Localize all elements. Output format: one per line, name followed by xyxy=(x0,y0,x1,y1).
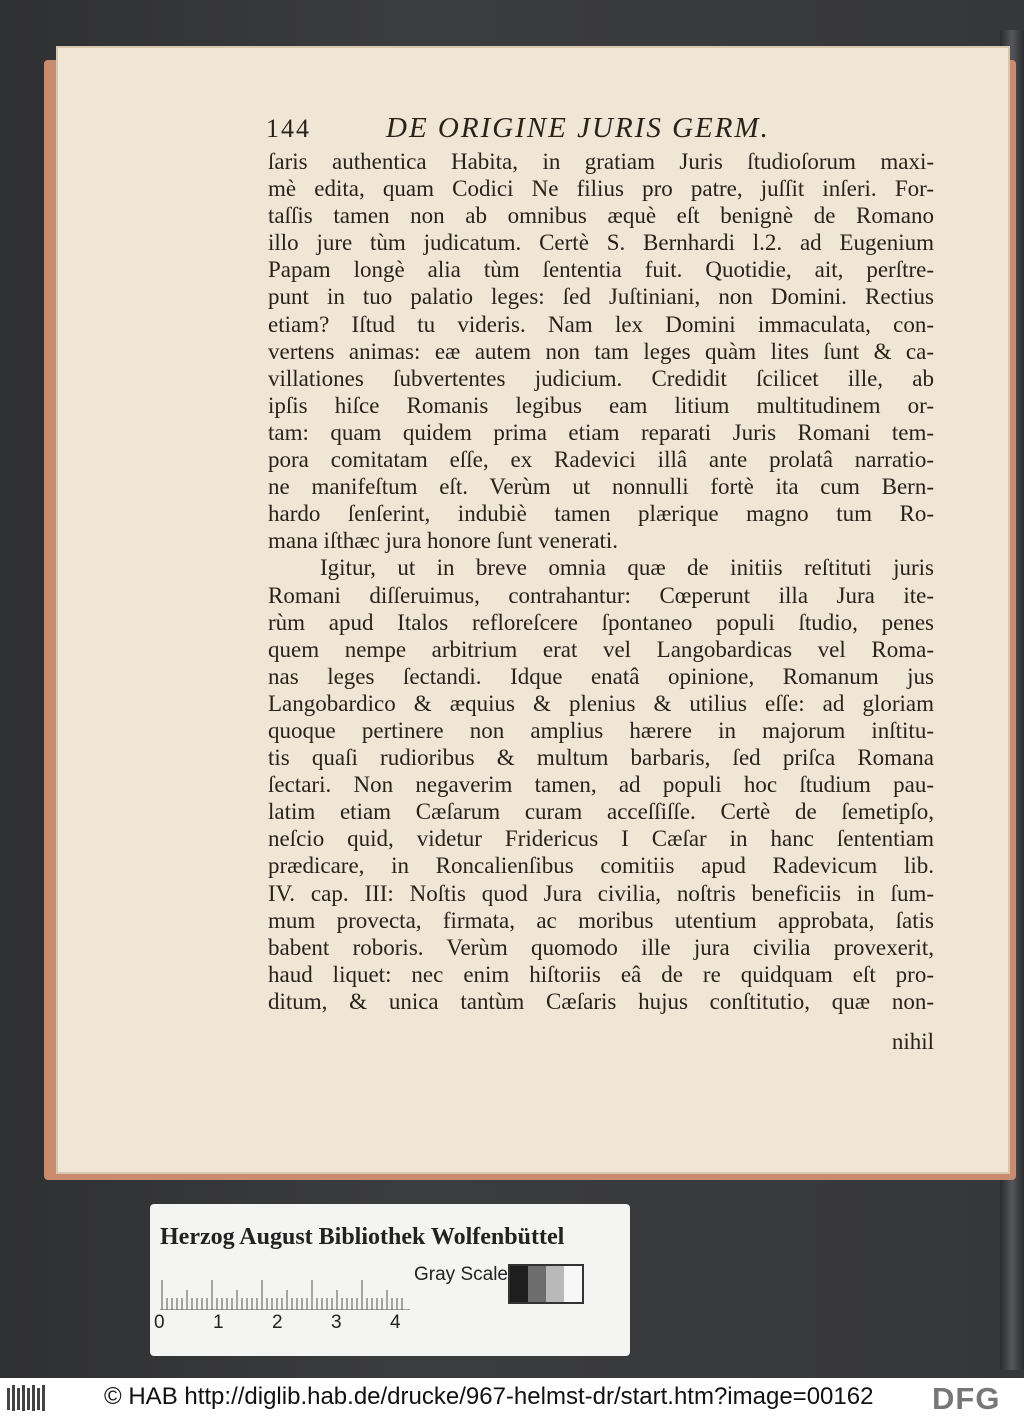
ruler-number: 0 xyxy=(154,1312,165,1333)
ruler xyxy=(160,1270,410,1310)
ruler-numbers xyxy=(154,1312,414,1336)
ruler-number: 1 xyxy=(213,1312,224,1333)
text-line: rùm apud Italos refloreſcere ſpontaneo populi ſtudio, penes xyxy=(268,609,934,635)
text-line: ſectari. Non negaverim tamen, ad populi hoc ſtudium pau- xyxy=(268,772,934,798)
text-line: ne manifeſtum eſt. Verùm ut nonnulli fortè ita cum Bern- xyxy=(268,474,934,500)
body-text xyxy=(268,148,934,1015)
library-name: Herzog August Bibliothek Wolfenbüttel xyxy=(160,1224,565,1250)
text-line: Papam longè alia tùm ſententia fuit. Quotidie, ait, perſtre- xyxy=(268,257,934,283)
text-line: mè edita, quam Codici Ne filius pro patre, juſſit inſeri. For- xyxy=(268,176,934,202)
text-line: prædicare, in Roncalienſibus comitiis apud Radevicum lib. xyxy=(268,853,934,879)
page-header xyxy=(266,112,926,148)
text-line: latim etiam Cæſarum curam acceſſiſſe. Certè de ſemetipſo, xyxy=(268,799,934,825)
page-number: 144 xyxy=(266,114,311,143)
gray-swatch xyxy=(528,1266,546,1302)
ruler-number: 2 xyxy=(272,1312,283,1333)
text-line: tam: quam quidem prima etiam reparati Juris Romani tem- xyxy=(268,419,934,445)
text-line: tis quaſi rudioribus & multum barbaris, ſed priſca Romana xyxy=(268,745,934,771)
text-line: nas leges ſectandi. Idque enatâ opinione, Romanum jus xyxy=(268,663,934,689)
text-line: taſſis tamen non ab omnibus æquè eſt benignè de Romano xyxy=(268,203,934,229)
text-line: babent roboris. Verùm quomodo ille jura civilia provexerit, xyxy=(268,934,934,960)
gray-scale-label: Gray Scale xyxy=(414,1264,508,1285)
text-line: quoque pertinere non amplius hærere in majorum inſtitu- xyxy=(268,717,934,743)
catchword: nihil xyxy=(891,1029,934,1054)
text-line: Langobardico & æquius & plenius & utilius eſſe: ad gloriam xyxy=(268,690,934,716)
text-line: haud liquet: nec enim hiſtoriis eâ de re quidquam eſt pro- xyxy=(268,961,934,987)
text-line: hardo ſenſerint, indubiè tamen plærique magno tum Ro- xyxy=(268,501,934,527)
text-line: ditum, & unica tantùm Cæſaris hujus conſtitutio, quæ non- xyxy=(268,988,934,1014)
text-line: etiam? Iſtud tu videris. Nam lex Domini immaculata, con- xyxy=(268,311,934,337)
text-line: neſcio quid, videtur Fridericus I Cæſar in hanc ſententiam xyxy=(268,826,934,852)
gray-scale-swatches xyxy=(508,1264,584,1304)
text-line: ipſis hiſce Romanis legibus eam litium multitudinem or- xyxy=(268,392,934,418)
text-line: illo jure tùm judicatum. Certè S. Bernhardi l.2. ad Eugenium xyxy=(268,230,934,256)
ruler-number: 3 xyxy=(331,1312,342,1333)
gray-swatch xyxy=(546,1266,564,1302)
ruler-number: 4 xyxy=(390,1312,401,1333)
text-line: ſaris authentica Habita, in gratiam Juris ſtudioſorum maxi- xyxy=(268,149,934,174)
copyright-link[interactable]: © HAB http://diglib.hab.de/drucke/967-helmst-dr/start.htm?image=00162 xyxy=(104,1383,874,1410)
gray-swatch xyxy=(564,1266,582,1302)
text-line: Igitur, ut in breve omnia quæ de initiis reſtituti juris xyxy=(320,555,934,581)
color-calibration-card xyxy=(150,1204,630,1356)
text-line: quem nempe arbitrium erat vel Langobardicas vel Roma- xyxy=(268,636,934,662)
text-line: villationes ſubvertentes judicium. Credidit ſcilicet ille, ab xyxy=(268,365,934,391)
text-line: vertens animas: eæ autem non tam leges quàm lites ſunt & ca- xyxy=(268,338,934,364)
footer-bar xyxy=(0,1378,1024,1419)
text-line: mana iſthæc jura honore ſunt venerati. xyxy=(268,528,618,554)
text-line: Romani diſſeruimus, contrahantur: Cœperunt illa Jura ite- xyxy=(268,582,934,608)
text-line: IV. cap. III: Noſtis quod Jura civilia, noſtris beneficiis in ſum- xyxy=(268,880,934,906)
running-head: DE ORIGINE JURIS GERM. xyxy=(386,112,770,144)
dfg-logo: DFG xyxy=(932,1381,1001,1416)
text-line: mum provecta, firmata, ac moribus utentium approbata, ſatis xyxy=(268,907,934,933)
text-line: punt in tuo palatio leges: ſed Juſtiniani, non Domini. Rectius xyxy=(268,284,934,310)
hab-logo-icon xyxy=(6,1382,48,1414)
text-line: pora comitatam eſſe, ex Radevici illâ ante prolatâ narratio- xyxy=(268,447,934,473)
gray-swatch xyxy=(510,1266,528,1302)
